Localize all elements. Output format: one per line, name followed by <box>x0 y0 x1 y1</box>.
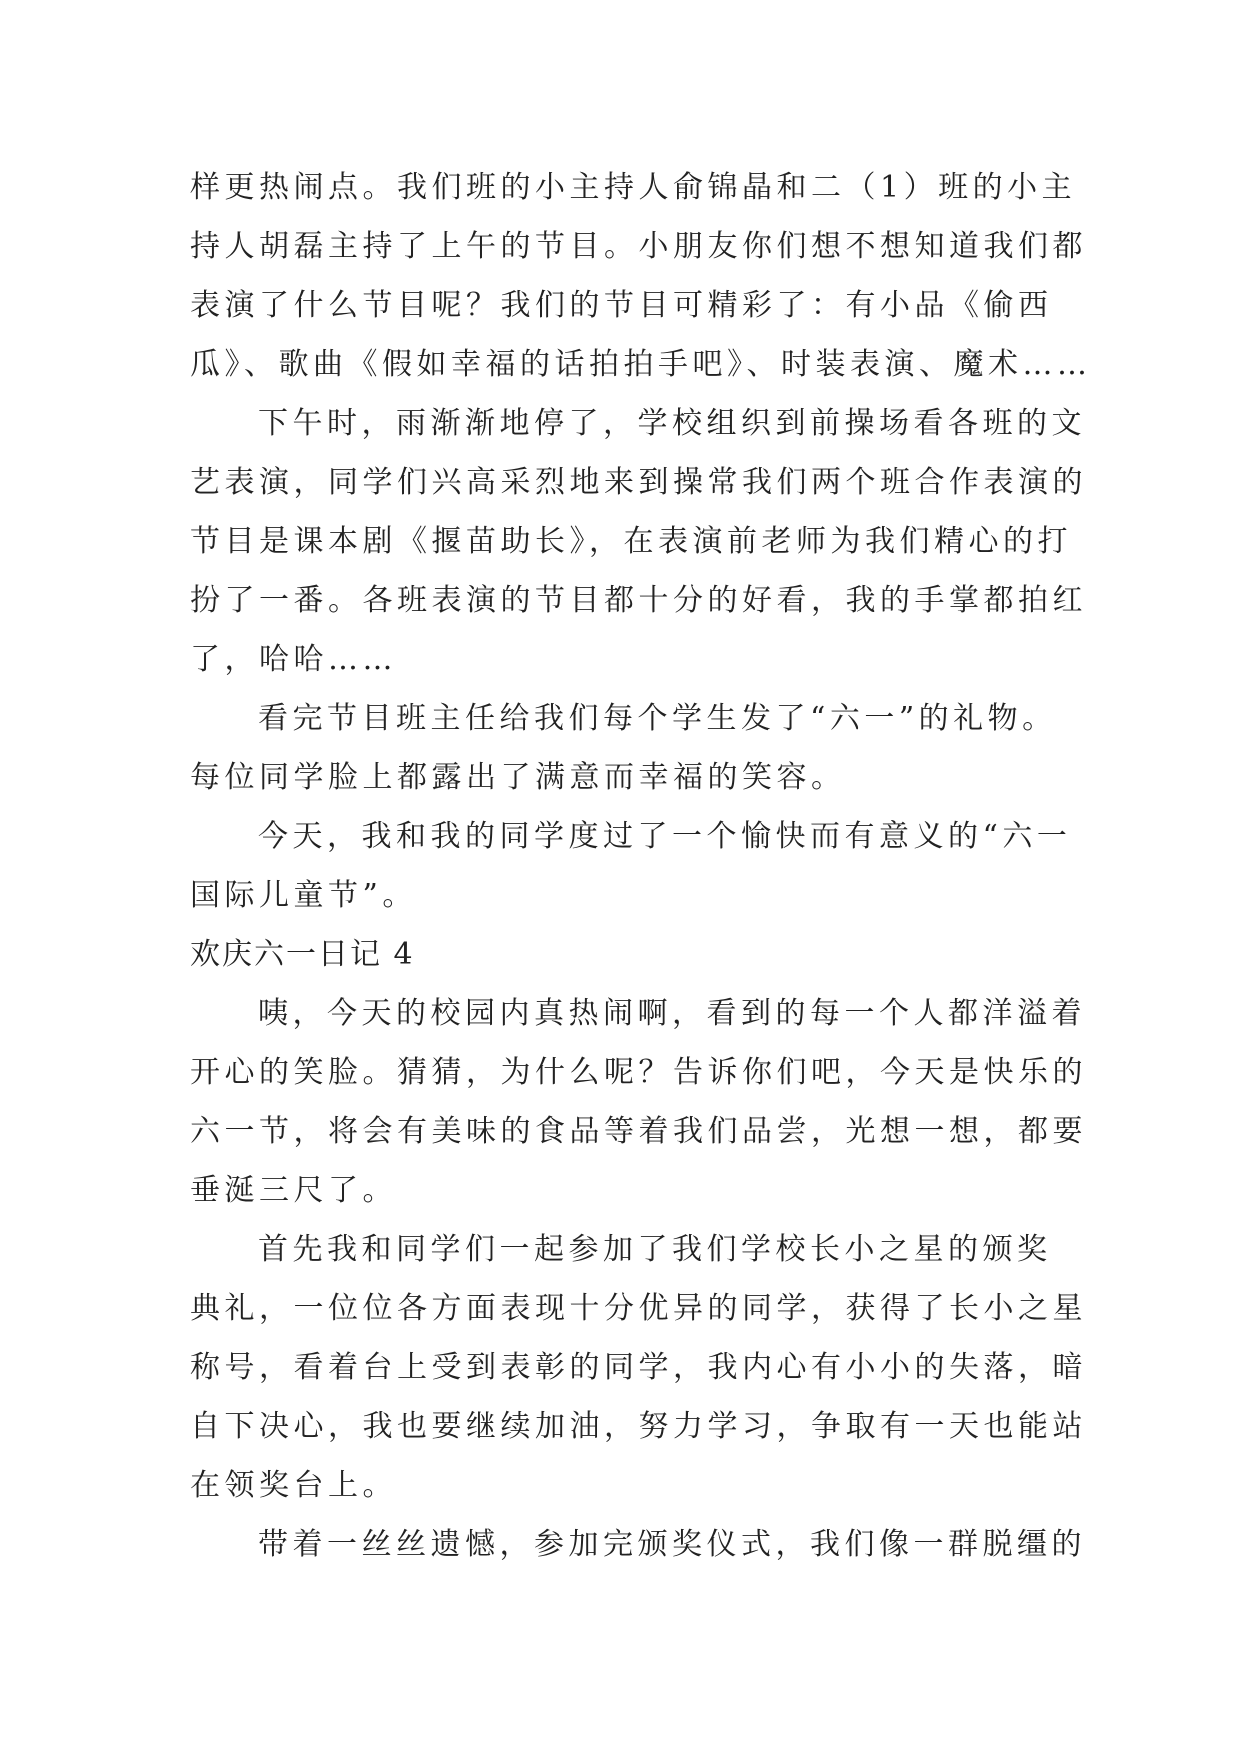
text-line: 自下决心，我也要继续加油，努力学习，争取有一天也能站 <box>190 1409 1087 1444</box>
text-line: 六一节，将会有美味的食品等着我们品尝，光想一想，都要 <box>190 1114 1087 1149</box>
text-line: 节目是课本剧《揠苗助长》，在表演前老师为我们精心的打 <box>190 524 1072 559</box>
text-line: 典礼，一位位各方面表现十分优异的同学，获得了长小之星 <box>190 1291 1087 1326</box>
text-line: 样更热闹点。我们班的小主持人俞锦晶和二（1）班的小主 <box>190 170 1077 205</box>
text-line: 今天，我和我的同学度过了一个愉快而有意义的“六一 <box>258 819 1072 854</box>
text-line: 下午时，雨渐渐地停了，学校组织到前操场看各班的文 <box>258 406 1086 441</box>
text-line: 称号，看着台上受到表彰的同学，我内心有小小的失落，暗 <box>190 1350 1087 1385</box>
text-line: 首先我和同学们一起参加了我们学校长小之星的颁奖 <box>258 1232 1052 1267</box>
text-line: 了，哈哈…… <box>190 642 397 677</box>
text-line: 瓜》、歌曲《假如幸福的话拍拍手吧》、时装表演、魔术…… <box>190 347 1092 382</box>
text-line: 每位同学脸上都露出了满意而幸福的笑容。 <box>190 760 846 795</box>
text-line: 带着一丝丝遗憾，参加完颁奖仪式，我们像一群脱缰的 <box>258 1527 1086 1562</box>
text-line: 表演了什么节目呢？我们的节目可精彩了：有小品《偷西 <box>190 288 1053 323</box>
text-line: 在领奖台上。 <box>190 1468 397 1503</box>
text-line: 看完节目班主任给我们每个学生发了“六一”的礼物。 <box>258 701 1057 736</box>
text-line: 扮了一番。各班表演的节目都十分的好看，我的手掌都拍红 <box>190 583 1087 618</box>
text-line: 艺表演，同学们兴高采烈地来到操常我们两个班合作表演的 <box>190 465 1087 500</box>
diary-text <box>190 158 1092 1574</box>
text-line: 垂涎三尺了。 <box>190 1173 397 1208</box>
text-line: 国际儿童节”。 <box>190 878 417 913</box>
text-line: 咦，今天的校园内真热闹啊，看到的每一个人都洋溢着 <box>258 996 1086 1031</box>
section-heading: 欢庆六一日记 4 <box>190 937 415 972</box>
text-line: 持人胡磊主持了上午的节目。小朋友你们想不想知道我们都 <box>190 229 1087 264</box>
text-line: 开心的笑脸。猜猜，为什么呢？告诉你们吧，今天是快乐的 <box>190 1055 1087 1090</box>
